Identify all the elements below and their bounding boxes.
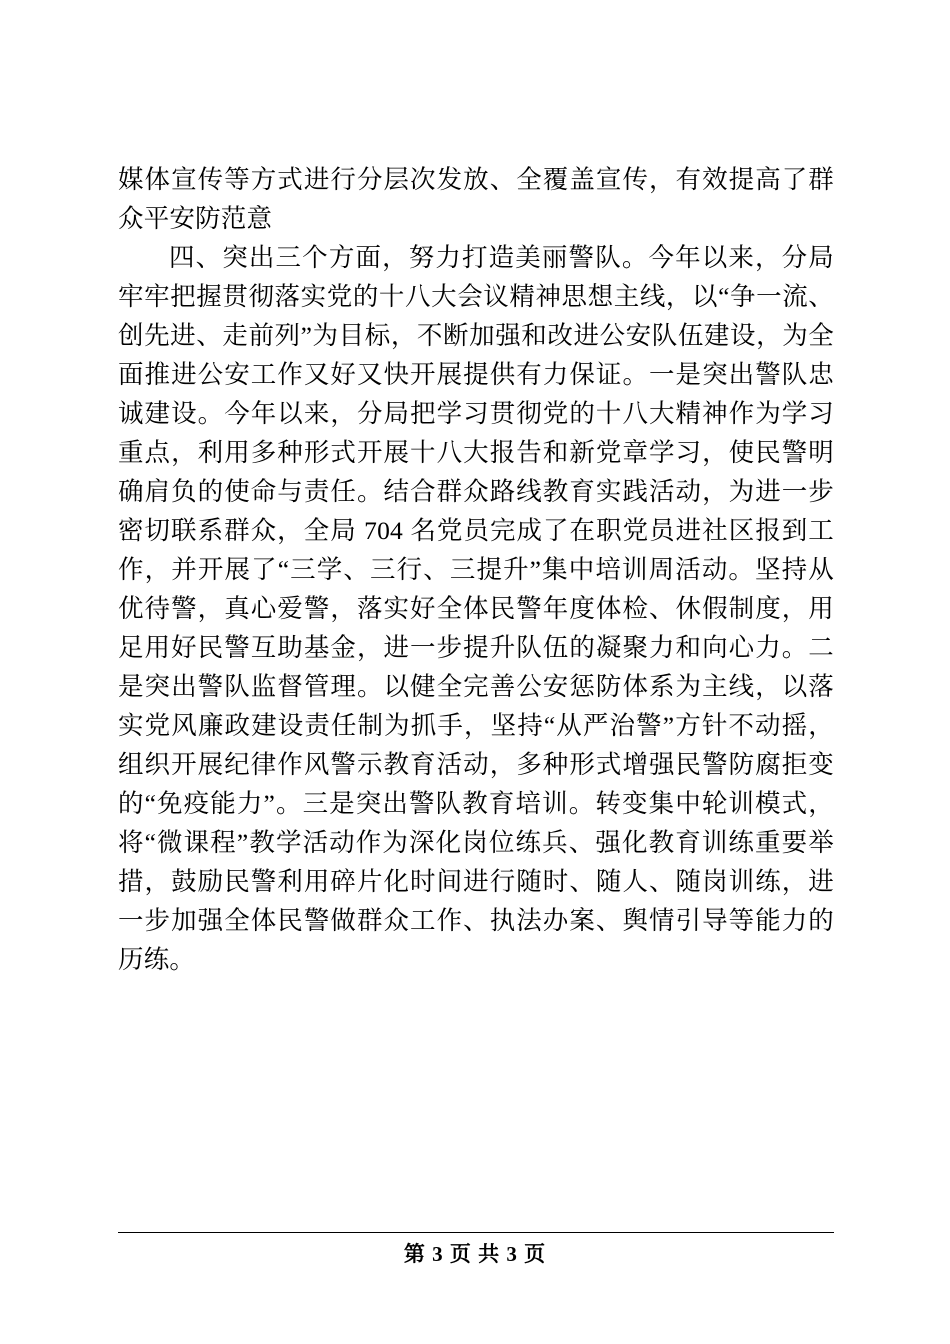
footer-divider bbox=[118, 1232, 834, 1233]
document-body bbox=[118, 160, 834, 979]
paragraph-continued: 媒体宣传等方式进行分层次发放、全覆盖宣传，有效提高了群众平安防范意 bbox=[118, 165, 834, 233]
page-footer bbox=[0, 1238, 950, 1268]
page-number: 第 3 页 共 3 页 bbox=[403, 1242, 547, 1266]
paragraph-section-four: 四、突出三个方面，努力打造美丽警队。今年以来，分局牢牢把握贯彻落实党的十八大会议精神思想主线，以“争一流、创先进、走前列”为目标，不断加强和改进公安队伍建设，为全面推进公安工作又好又快开展提供有力保证。一是突出警队忠诚建设。今年以来，分局把学习贯彻党的十八大精神作为学习重点，利用多种形式开展十八大报告和新党章学习，使民警明确肩负的使命与责任。结合群众路线教育实践活动，为进一步密切联系群众，全局 704 名党员完成了在职党员进社区报到工作，并开展了“三学、三行、三提升”集中培训周活动。坚持从优待警，真心爱警，落实好全体民警年度体检、休假制度，用足用好民警互助基金，进一步提升队伍的凝聚力和向心力。二是突出警队监督管理。以健全完善公安惩防体系为主线，以落实党风廉政建设责任制为抓手，坚持“从严治警”方针不动摇，组织开展纪律作风警示教育活动，多种形式增强民警防腐拒变的“免疫能力”。三是突出警队教育培训。转变集中轮训模式，将“微课程”教学活动作为深化岗位练兵、强化教育训练重要举措，鼓励民警利用碎片化时间进行随时、随人、随岗训练，进一步加强全体民警做群众工作、执法办案、舆情引导等能力的历练。 bbox=[118, 243, 834, 974]
